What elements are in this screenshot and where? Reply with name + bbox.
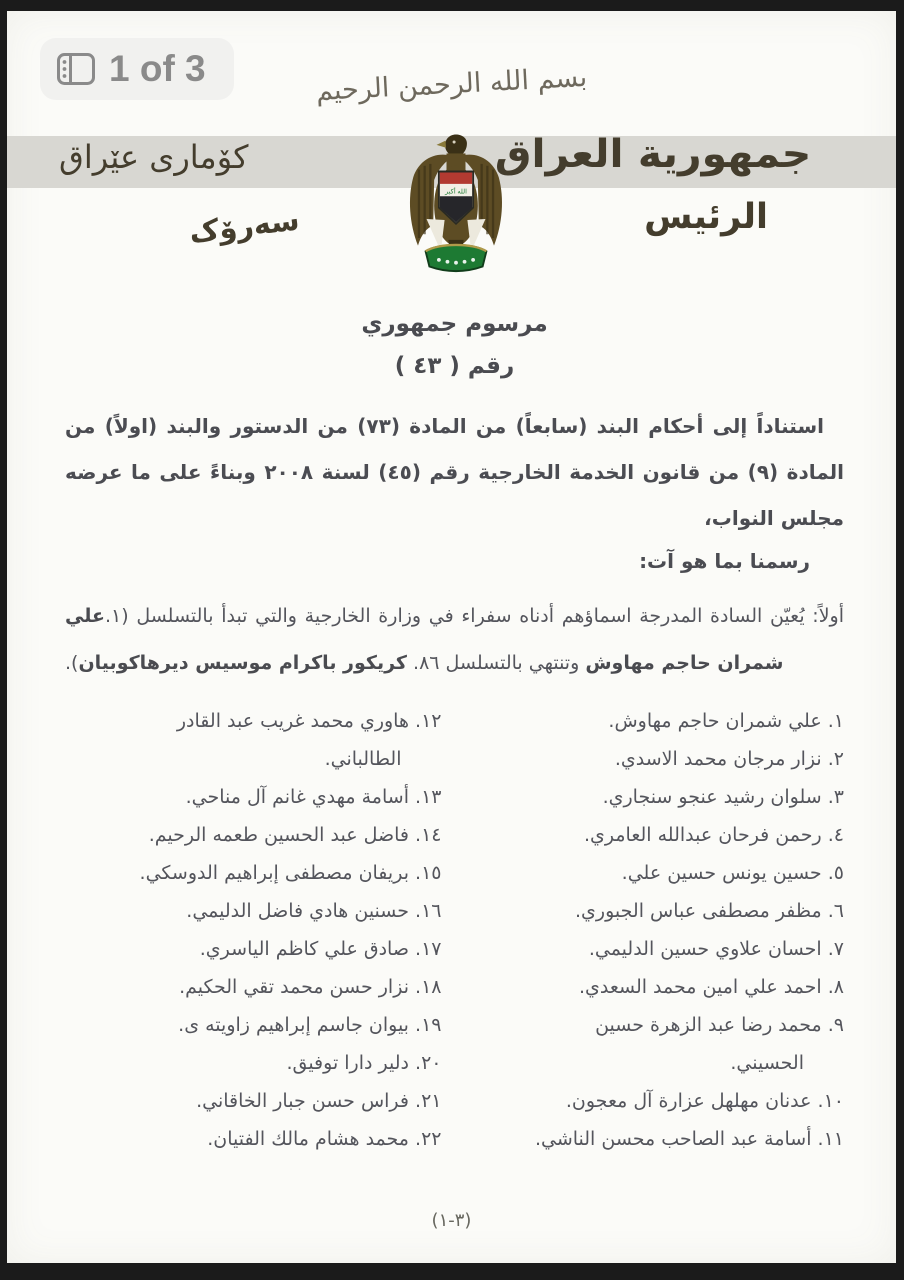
appointee-item (65, 778, 442, 816)
appointee-item (468, 968, 845, 1006)
appointee-number: ١. (827, 710, 844, 733)
appointee-name: احسان علاوي حسين الدليمي. (588, 938, 822, 961)
appointee-number: ١٤. (415, 824, 442, 847)
decree-title: مرسوم جمهوري (361, 311, 548, 337)
appointee-number: ٤. (827, 824, 844, 847)
appointee-name: دلير دارا توفيق. (286, 1052, 409, 1075)
republic-of-iraq-arabic: جمهورية العراق (494, 132, 811, 177)
appointee-item (65, 1006, 442, 1044)
appointee-number: ٧. (827, 938, 844, 961)
appointee-name: محمد رضا عبد الزهرة حسين الحسيني. (595, 1014, 822, 1075)
clause-first (65, 593, 844, 686)
republic-of-iraq-kurdish: كۆماری عێراق (59, 138, 249, 176)
appointees-column-left (65, 702, 442, 1158)
decree-enactment-line: رسمنا بما هو آت: (639, 549, 810, 573)
iraq-coat-of-arms-icon (399, 125, 513, 275)
appointee-number: ٣. (827, 786, 844, 809)
appointee-name: بيوان جاسم إبراهيم زاويته ى. (178, 1014, 409, 1037)
appointee-item (468, 892, 845, 930)
appointee-item (65, 1044, 442, 1082)
appointee-number: ١٠. (817, 1090, 844, 1113)
appointee-name: عدنان مهلهل عزارة آل معجون. (565, 1090, 812, 1113)
appointee-number: ٢٢. (415, 1128, 442, 1151)
page-number-footer: (٣-١) (431, 1210, 472, 1231)
appointee-number: ٩. (827, 1014, 844, 1037)
president-title-kurdish: سەرۆک (187, 202, 302, 250)
appointee-item (468, 1006, 845, 1082)
appointee-number: ٢٠. (415, 1052, 442, 1075)
appointee-number: ١١. (817, 1128, 844, 1151)
appointee-name: محمد هشام مالك الفتيان. (207, 1128, 409, 1151)
appointee-number: ٢١. (415, 1090, 442, 1113)
appointees-list (65, 702, 844, 1158)
appointee-name: بريفان مصطفى إبراهيم الدوسكي. (139, 862, 409, 885)
appointee-name: أسامة عبد الصاحب محسن الناشي. (534, 1128, 812, 1151)
appointee-number: ٥. (827, 862, 844, 885)
appointee-item (65, 930, 442, 968)
appointee-name: أسامة مهدي غانم آل مناحي. (185, 786, 409, 809)
appointee-item (65, 854, 442, 892)
appointees-column-right (468, 702, 845, 1158)
appointee-name: رحمن فرحان عبدالله العامري. (583, 824, 822, 847)
appointee-name: سلوان رشيد عنجو سنجاري. (602, 786, 822, 809)
appointee-number: ١٢. (415, 710, 442, 733)
appointee-name: هاوري محمد غريب عبد القادر الطالباني. (176, 710, 409, 771)
appointee-item (65, 968, 442, 1006)
appointee-name: علي شمران حاجم مهاوش. (608, 710, 822, 733)
clause-text-segment: كريكور باكرام موسيس ديرهاكوبيان (78, 651, 407, 674)
clause-text-segment: علي شمران حاجم مهاوش (65, 605, 784, 674)
appointee-name: صادق علي كاظم الياسري. (199, 938, 409, 961)
appointee-number: ١٨. (415, 976, 442, 999)
appointee-number: ١٥. (415, 862, 442, 885)
appointee-name: فاضل عبد الحسين طعمه الرحيم. (148, 824, 409, 847)
appointee-number: ٨. (827, 976, 844, 999)
appointee-item (65, 892, 442, 930)
appointee-item (468, 816, 845, 854)
appointee-name: حسين يونس حسين علي. (621, 862, 822, 885)
appointee-name: نزار حسن محمد تقي الحكيم. (179, 976, 409, 999)
president-title-arabic: الرئيس (644, 197, 768, 237)
appointee-item (65, 702, 442, 778)
decree-preamble: استناداً إلى أحكام البند (سابعاً) من المادة (٧٣) من الدستور والبند (اولاً) من المادة (٩) من قانون الخدمة الخارجية رقم (٤٥) لسنة ٢٠٠٨ وبناءً على ما عرضه مجلس النواب، (65, 414, 845, 530)
appointee-name: مظفر مصطفى عباس الجبوري. (575, 900, 822, 923)
appointee-name: احمد علي امين محمد السعدي. (578, 976, 822, 999)
appointee-number: ١٦. (415, 900, 442, 923)
page-indicator-label: 1 of 3 (109, 48, 206, 89)
appointee-name: نزار مرجان محمد الاسدي. (614, 748, 822, 771)
appointee-item (468, 1082, 845, 1120)
appointee-item (468, 740, 845, 778)
appointee-number: ١٧. (415, 938, 442, 961)
appointee-name: فراس حسن جبار الخاقاني. (196, 1090, 409, 1113)
appointee-item (468, 854, 845, 892)
appointee-item (65, 816, 442, 854)
appointee-item (65, 1120, 442, 1158)
appointee-number: ٦. (827, 900, 844, 923)
clause-text-segment: أولاً: يُعيّن السادة المدرجة اسماؤهم أدناه سفراء في وزارة الخارجية والتي تبدأ بالتسلسل (١. (104, 605, 844, 627)
appointee-item (65, 1082, 442, 1120)
appointee-item (468, 930, 845, 968)
scanned-document-page (7, 11, 896, 1263)
decree-number: رقم ( ٤٣ ) (394, 353, 515, 379)
decree-body (65, 311, 844, 1158)
appointee-number: ١٣. (415, 786, 442, 809)
appointee-item (468, 702, 845, 740)
clause-text-segment: وتنتهي بالتسلسل ٨٦. (406, 651, 586, 674)
appointee-item (468, 1120, 845, 1158)
appointee-number: ١٩. (415, 1014, 442, 1037)
pages-panel-icon (56, 52, 96, 86)
appointee-name: حسنين هادي فاضل الدليمي. (186, 900, 409, 923)
appointee-number: ٢. (827, 748, 844, 771)
emblem-motto-text: الله أكبر (445, 188, 467, 196)
bismillah-calligraphy: بسم الله الرحمن الرحيم (315, 61, 588, 108)
clause-text-segment: ). (65, 651, 79, 674)
appointee-item (468, 778, 845, 816)
